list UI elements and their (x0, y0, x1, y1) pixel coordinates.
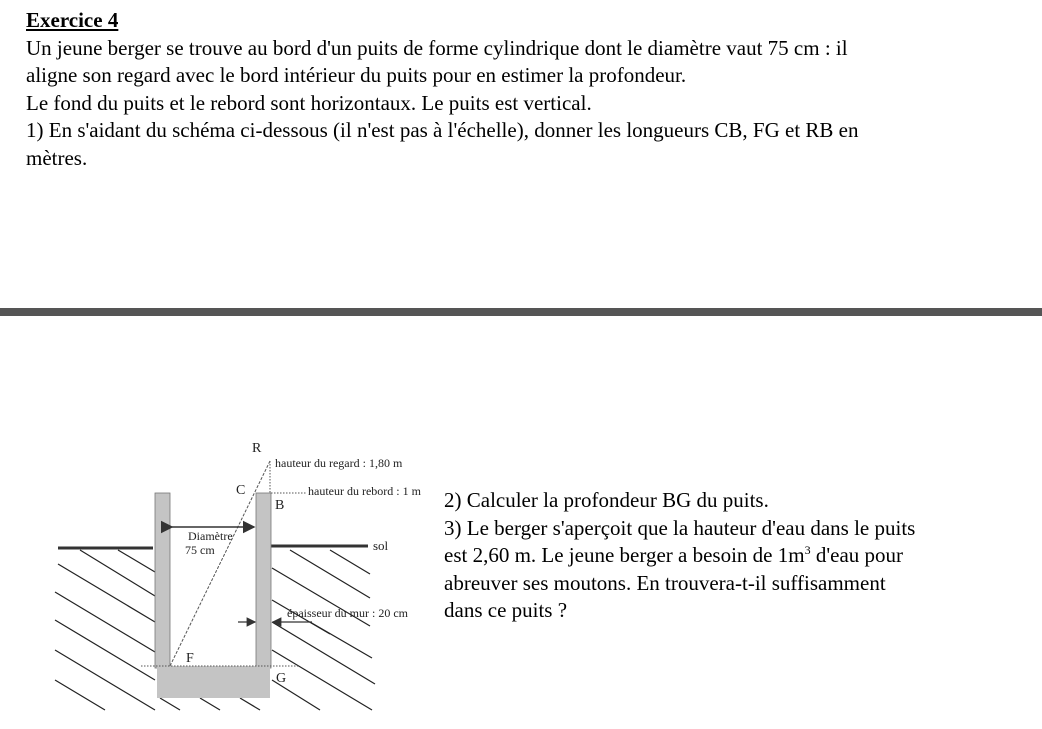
point-C-label: C (236, 483, 246, 498)
questions-text (444, 487, 1042, 625)
ground-label: sol (373, 538, 389, 553)
point-R-label: R (252, 441, 262, 456)
question-3-line: dans ce puits ? (444, 598, 568, 623)
intro-line: Le fond du puits et le rebord sont horizontaux. Le puits est vertical. (26, 90, 592, 115)
exercise-title: Exercice 4 (26, 8, 119, 32)
cube-exponent: 3 (804, 543, 811, 558)
question-3-line: 3) Le berger s'aperçoit que la hauteur d'eau dans le puits (444, 515, 916, 540)
well-wall-right (256, 493, 271, 668)
question-3-line (444, 542, 1042, 570)
intro-line: Un jeune berger se trouve au bord d'un puits de forme cylindrique dont le diamètre vaut 75 cm : il (26, 35, 848, 60)
eye-height-label: hauteur du regard : 1,80 m (275, 456, 403, 470)
q3-text-before: est 2,60 m. Le jeune berger a besoin de 1m (444, 543, 805, 568)
well-wall-left (155, 493, 170, 668)
rim-height-label: hauteur du rebord : 1 m (308, 484, 421, 498)
well-base (157, 666, 270, 698)
question-1-line: 1) En s'aidant du schéma ci-dessous (il n'est pas à l'échelle), donner les longueurs CB, FG et RB en (26, 118, 859, 143)
intro-line: aligne son regard avec le bord intérieur du puits pour en estimer la profondeur. (26, 63, 687, 88)
point-F-label: F (186, 651, 194, 666)
point-B-label: B (275, 498, 285, 513)
sight-line-RF (170, 461, 270, 666)
wall-thickness-label: épaisseur du mur : 20 cm (287, 606, 408, 620)
question-1-line: mètres. (26, 145, 88, 170)
soil-hatching-left (55, 550, 155, 710)
diameter-word-label: Diamètre (188, 529, 233, 543)
q3-text-after: d'eau pour (810, 543, 904, 568)
diameter-value-label: 75 cm (185, 543, 215, 557)
question-3-line: abreuver ses moutons. En trouvera-t-il suffisamment (444, 570, 886, 595)
question-2: 2) Calculer la profondeur BG du puits. (444, 488, 769, 512)
point-G-label: G (276, 671, 287, 686)
